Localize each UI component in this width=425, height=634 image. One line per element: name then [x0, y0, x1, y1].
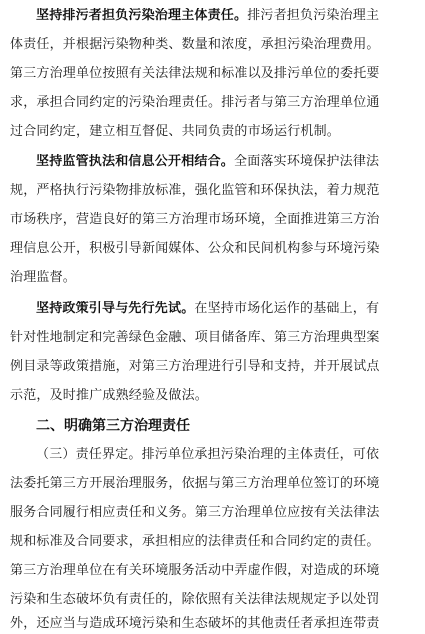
paragraph-4-line-5: 第三方治理单位在有关环境服务活动中弄虚作假，对造成的环境: [10, 563, 380, 578]
paragraph-2-line-2: 规，严格执行污染物排放标准，强化监管和环保执法，着力规范: [10, 183, 380, 198]
paragraph-4-line-7: 外，还应当与造成环境污染和生态破坏的其他责任者承担连带责: [10, 616, 380, 631]
paragraph-3-text: 在坚持市场化运作的基础上，有: [194, 301, 380, 316]
paragraph-3-line-3: 例目录等政策措施，对第三方治理进行引导和支持，并开展试点: [10, 359, 380, 374]
paragraph-1-line-3: 第三方治理单位按照有关法律法规和标准以及排污单位的委托要: [10, 66, 380, 81]
paragraph-1-text: 排污者担负污染治理主: [247, 8, 380, 23]
paragraph-2-line-1: [36, 154, 418, 170]
paragraph-3-line-4: 示范，及时推广成熟经验及做法。: [10, 388, 209, 403]
section-heading: 二、明确第三方治理责任: [36, 418, 190, 434]
paragraph-2-text: 全面落实环境保护法律法: [234, 154, 380, 169]
paragraph-1-lead: 坚持排污者担负污染治理主体责任。: [36, 8, 248, 23]
paragraph-2-line-5: 治理监督。: [10, 270, 77, 285]
paragraph-1-line-4: 求，承担合同约定的污染治理责任。排污者与第三方治理单位通: [10, 95, 380, 110]
paragraph-2-line-4: 理信息公开，积极引导新闻媒体、公众和民间机构参与环境污染: [10, 241, 380, 256]
paragraph-3-line-1: [36, 301, 418, 317]
paragraph-1-line-1: [36, 8, 418, 24]
paragraph-3-line-2: 针对性地制定和完善绿色金融、项目储备库、第三方治理典型案: [10, 330, 380, 345]
paragraph-4-line-2: 法委托第三方开展治理服务，依据与第三方治理单位签订的环境: [10, 476, 380, 491]
paragraph-3-lead: 坚持政策引导与先行先试。: [36, 301, 195, 316]
paragraph-2-lead: 坚持监管执法和信息公开相结合。: [36, 154, 235, 169]
paragraph-1-line-2: 体责任，并根据污染物种类、数量和浓度，承担污染治理费用。: [10, 37, 380, 52]
paragraph-2-line-3: 市场秩序，营造良好的第三方治理市场环境，全面推进第三方治: [10, 212, 380, 227]
paragraph-4-line-4: 规和标准及合同要求，承担相应的法律责任和合同约定的责任。: [10, 534, 380, 549]
paragraph-4-line-1: （三）责任界定。排污单位承担污染治理的主体责任，可依: [36, 447, 380, 462]
paragraph-4-line-6: 污染和生态破坏负有责任的，除依照有关法律法规规定予以处罚: [10, 592, 380, 607]
paragraph-4-line-3: 服务合同履行相应责任和义务。第三方治理单位应按有关法律法: [10, 505, 380, 520]
paragraph-1-line-5: 过合同约定，建立相互督促、共同负责的市场运行机制。: [10, 124, 341, 139]
